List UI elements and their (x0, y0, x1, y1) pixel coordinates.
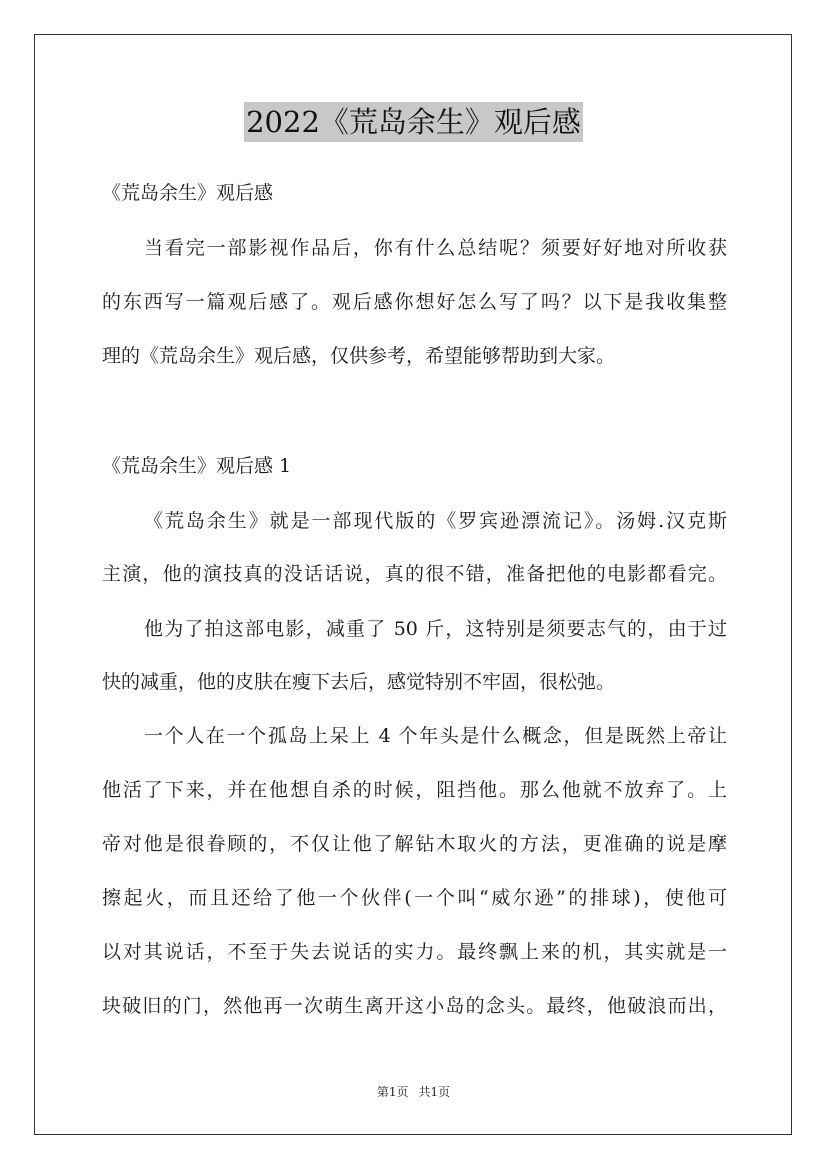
document-title: 2022《荒岛余生》观后感 (244, 102, 583, 142)
body-line: 擦起火，而且还给了他一个伙伴(一个叫“威尔逊”的排球)，使他可 (102, 887, 727, 909)
body-line: 以对其说话，不至于失去说话的实力。最终飘上来的机，其实就是一 (102, 941, 727, 963)
section-heading: 《荒岛余生》观后感 1 (102, 455, 292, 477)
body-line: 他为了拍这部电影，减重了 50 斤，这特别是须要志气的，由于过 (144, 618, 727, 640)
page-total: 共1页 (418, 1085, 451, 1099)
body-line: 他活了下来，并在他想自杀的时候，阻挡他。那么他就不放弃了。上 (102, 779, 727, 801)
intro-line: 的东西写一篇观后感了。观后感你想好怎么写了吗？以下是我收集整 (102, 291, 727, 313)
title-container (0, 102, 827, 142)
body-line: 《荒岛余生》就是一部现代版的《罗宾逊漂流记》。汤姆.汉克斯 (144, 510, 727, 532)
page-number: 第1页 (376, 1085, 409, 1099)
page-footer (0, 1083, 827, 1101)
body-line: 块破旧的门，然他再一次萌生离开这小岛的念头。最终，他破浪而出， (102, 995, 727, 1017)
body-line: 主演，他的演技真的没话话说，真的很不错，准备把他的电影都看完。 (102, 563, 727, 585)
body-line: 一个人在一个孤岛上呆上 4 个年头是什么概念，但是既然上帝让 (144, 725, 727, 747)
body-line: 快的减重，他的皮肤在瘦下去后，感觉特别不牢固，很松弛。 (102, 671, 616, 693)
subtitle: 《荒岛余生》观后感 (102, 182, 274, 204)
body-line: 帝对他是很眷顾的，不仅让他了解钻木取火的方法，更准确的说是摩 (102, 833, 727, 855)
intro-line: 当看完一部影视作品后，你有什么总结呢？须要好好地对所收获 (144, 237, 727, 259)
intro-line: 理的《荒岛余生》观后感，仅供参考，希望能够帮助到大家。 (102, 345, 616, 367)
